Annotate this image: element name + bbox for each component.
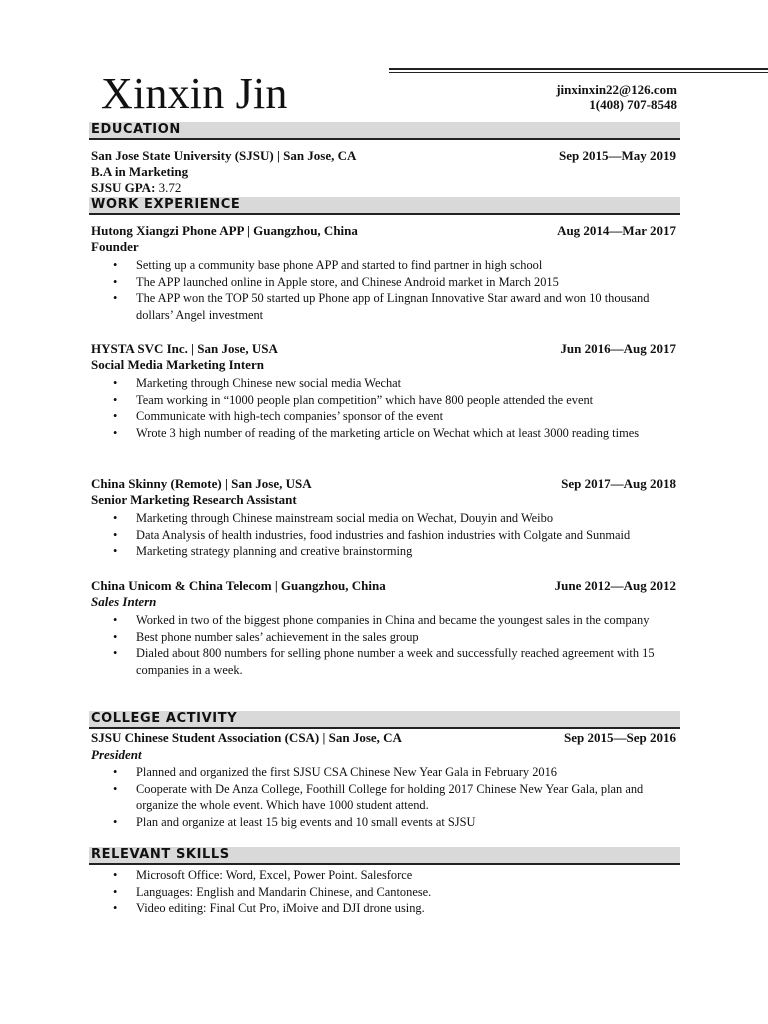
contact-block — [556, 82, 677, 112]
list-item: • Planned and organized the first SJSU CSA Chinese New Year Gala in February 2016 — [113, 765, 557, 779]
list-item: • Marketing strategy planning and creative brainstorming — [113, 544, 413, 559]
list-item: • Video editing: Final Cut Pro, iMoive and DJI drone using. — [113, 901, 425, 916]
activity-role: President — [91, 747, 142, 762]
list-item: • Setting up a community base phone APP and started to find partner in high school — [113, 258, 543, 272]
gpa-value: 3.72 — [155, 180, 182, 195]
education-school: San Jose State University (SJSU) | San Jose, CA — [91, 148, 357, 163]
list-item: • Dialed about 800 numbers for selling phone number a week and successfully reached agreement with 15 companies in a week. — [113, 646, 655, 677]
job-bullets — [91, 257, 679, 323]
job-role: Social Media Marketing Intern — [91, 357, 264, 372]
job-dates: June 2012—Aug 2012 — [554, 578, 676, 593]
job-bullets — [91, 612, 679, 678]
section-skills-heading: RELEVANT SKILLS — [89, 847, 680, 865]
section-work-heading: WORK EXPERIENCE — [89, 197, 680, 215]
job-role: Senior Marketing Research Assistant — [91, 492, 297, 507]
list-item: • Marketing through Chinese mainstream social media on Wechat, Douyin and Weibo — [113, 511, 554, 525]
job-org: Hutong Xiangzi Phone APP | Guangzhou, China — [91, 223, 358, 238]
education-entry-header — [91, 148, 676, 164]
top-double-rule — [389, 68, 768, 73]
job-role: Founder — [91, 239, 139, 254]
list-item: • Microsoft Office: Word, Excel, Power Point. Salesforce — [113, 868, 413, 882]
job-bullets — [91, 510, 679, 560]
activity-header — [91, 730, 676, 746]
education-degree: B.A in Marketing — [91, 164, 189, 179]
section-college-heading: COLLEGE ACTIVITY — [89, 711, 680, 729]
job-dates: Jun 2016—Aug 2017 — [560, 341, 676, 356]
job-bullets — [91, 375, 679, 441]
email: jinxinxin22@126.com — [556, 82, 677, 97]
job-header — [91, 341, 676, 357]
list-item: • Plan and organize at least 15 big events and 10 small events at SJSU — [113, 814, 476, 829]
list-item: • Communicate with high-tech companies’ sponsor of the event — [113, 409, 444, 424]
list-item: • The APP won the TOP 50 started up Phone app of Lingnan Innovative Star award and won 10 thousand dollars’ Angel investment — [113, 291, 650, 322]
candidate-name: Xinxin Jin — [101, 69, 288, 118]
activity-dates: Sep 2015—Sep 2016 — [564, 730, 676, 745]
list-item: • Best phone number sales’ achievement in the sales group — [113, 629, 419, 644]
list-item: • Cooperate with De Anza College, Foothill College for holding 2017 Chinese New Year Gala, plan and organize the whole event. Which have 1000 student attend. — [113, 781, 644, 813]
job-header — [91, 476, 676, 492]
list-item: • Marketing through Chinese new social media Wechat — [113, 376, 402, 390]
job-header — [91, 578, 676, 594]
list-item: • Team working in “1000 people plan competition” which have 800 people attended the event — [113, 392, 594, 407]
activity-bullets — [91, 764, 679, 830]
phone: 1(408) 707-8548 — [589, 97, 677, 112]
education-gpa — [91, 180, 676, 196]
list-item: • Data Analysis of health industries, food industries and fashion industries with Colgate and Sunmaid — [113, 527, 631, 542]
list-item: • The APP launched online in Apple store, and Chinese Android market in March 2015 — [113, 274, 559, 289]
job-org: HYSTA SVC Inc. | San Jose, USA — [91, 341, 278, 356]
job-dates: Sep 2017—Aug 2018 — [561, 476, 676, 491]
job-org: China Skinny (Remote) | San Jose, USA — [91, 476, 312, 491]
list-item: • Wrote 3 high number of reading of the marketing article on Wechat which at least 3000 reading times — [113, 425, 640, 440]
list-item: • Languages: English and Mandarin Chinese, and Cantonese. — [113, 884, 432, 899]
job-dates: Aug 2014—Mar 2017 — [557, 223, 676, 238]
activity-org: SJSU Chinese Student Association (CSA) | San Jose, CA — [91, 730, 402, 745]
gpa-label: SJSU GPA: — [91, 180, 156, 195]
list-item: • Worked in two of the biggest phone companies in China and became the youngest sales in the company — [113, 613, 650, 627]
job-role: Sales Intern — [91, 594, 157, 609]
job-header — [91, 223, 676, 239]
section-education-heading: EDUCATION — [89, 122, 680, 140]
skills-bullets — [91, 867, 679, 917]
job-org: China Unicom & China Telecom | Guangzhou, China — [91, 578, 386, 593]
education-dates: Sep 2015—May 2019 — [559, 148, 676, 163]
